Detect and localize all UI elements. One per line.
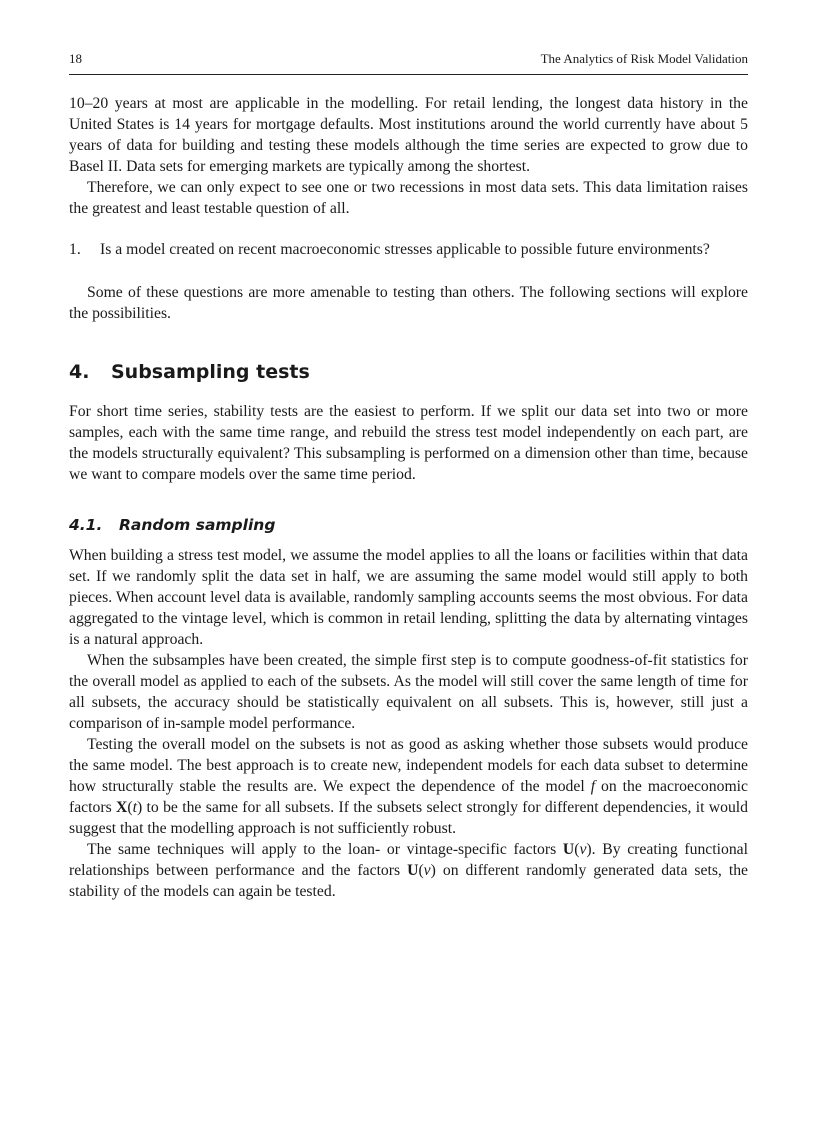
section-4-paragraph: For short time series, stability tests are the easiest to perform. If we split our data set into two or more samples, each with the same time range, and rebuild the stress test model independently on each part, are the models structurally equivalent? This subsampling is performed on a dimension other than time, because we want to compare models over the same time period. (69, 403, 748, 483)
section-4-1-heading (69, 515, 748, 536)
page (69, 50, 748, 902)
section-4-1-paragraph-2: When the subsamples have been created, the simple first step is to compute goodness-of-fit statistics for the overall model as applied to each of the subsets. As the model will still cover the same length of time for all subsets, the accuracy should be statistically equivalent on all subsets. This is, however, still just a comparison of in-sample model performance. (69, 652, 748, 732)
p3-text-c: to be the same for all subsets. If the subsets select strongly for different dependencies, it would suggest that the modelling approach is not sufficiently robust. (69, 799, 749, 837)
p4-text-c: on different randomly generated data sets, the stability of the models can again be tested. (69, 862, 748, 900)
section-4-1-paragraph-1: When building a stress test model, we assume the model applies to all the loans or facilities within that data set. If we randomly split the data set in half, we are assuming the same model would still apply to both pieces. When account level data is available, randomly sampling accounts seems the most obvious. For data aggregated to the vintage level, which is common in retail lending, splitting the data by alternating vintages is a natural approach. (69, 547, 748, 648)
running-title: The Analytics of Risk Model Validation (540, 51, 748, 66)
macro-factors-X: X (116, 799, 128, 816)
p4-text-a: The same techniques will apply to the loan- or vintage-specific factors (87, 841, 563, 858)
section-4-1-number: 4.1. (69, 516, 103, 534)
section-4-1-title: Random sampling (119, 516, 276, 534)
intro-paragraph-2: Therefore, we can only expect to see one or two recessions in most data sets. This data limitation raises the greatest and least testable question of all. (69, 179, 748, 217)
section-4-1-paragraph-4 (69, 839, 748, 902)
intro-paragraph-1: 10–20 years at most are applicable in the modelling. For retail lending, the longest data history in the United States is 14 years for mortgage defaults. Most institutions around the world currently have about 5 years of data for building and testing these models although the time series are expected to grow due to Basel II. Data sets for emerging markets are typically among the shortest. (69, 95, 748, 175)
question-item (69, 239, 748, 260)
section-4-1-paragraph-3 (69, 734, 748, 839)
loan-factors-arg-1: (v) (574, 841, 592, 858)
loan-factors-U-1: U (562, 841, 575, 858)
question-number: 1. (69, 241, 81, 258)
loan-factors-U-2: U (407, 862, 419, 879)
function-f: f (590, 778, 596, 795)
section-4-heading (69, 360, 748, 384)
p4-text-b: . By creating functional relationships between performance and the factors (69, 841, 748, 879)
running-header (69, 50, 748, 75)
p3-text-b: on the macroeconomic factors (69, 778, 748, 816)
page-number: 18 (69, 51, 82, 66)
question-text: Is a model created on recent macroeconomic stresses applicable to possible future environments? (100, 241, 710, 258)
section-4-number: 4. (69, 361, 90, 383)
section-4-title: Subsampling tests (111, 361, 310, 383)
after-questions-paragraph: Some of these questions are more amenable to testing than others. The following sections will explore the possibilities. (69, 284, 748, 322)
macro-factors-arg: (t) (127, 799, 143, 816)
loan-factors-arg-2: (v) (418, 862, 436, 879)
p3-text-a: Testing the overall model on the subsets is not as good as asking whether those subsets would produce the same model. The best approach is to create new, independent models for each data subset to determine how structurally stable the results are. We expect the dependence of the model (69, 736, 748, 795)
